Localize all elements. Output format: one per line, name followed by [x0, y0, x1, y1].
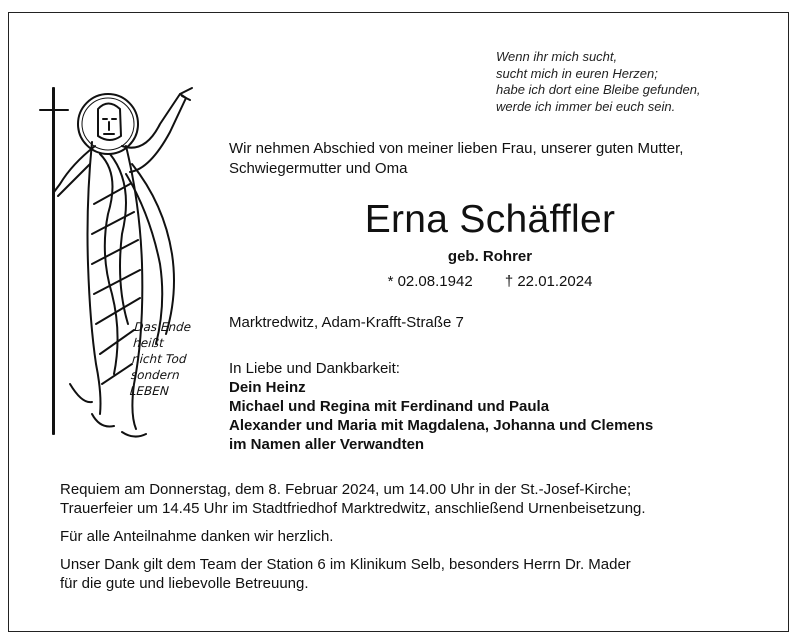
life-dates	[229, 273, 751, 290]
gratitude-line: für die gute und liebevolle Betreuung.	[60, 575, 309, 592]
mourners-heading: In Liebe und Dankbarkeit:	[229, 360, 400, 377]
mourner-line: im Namen aller Verwandten	[229, 436, 425, 453]
poem-line: Wenn ihr mich sucht,	[496, 49, 618, 64]
intro-line: Wir nehmen Abschied von meiner lieben Frau, unserer guten Mutter,	[229, 140, 684, 157]
birth-date: * 02.08.1942	[387, 273, 473, 290]
service-details	[60, 480, 760, 518]
service-line: Trauerfeier um 14.45 Uhr im Stadtfriedhof Marktredwitz, anschließend Urnenbeisetzung.	[60, 500, 646, 517]
mourner-line: Dein Heinz	[229, 379, 306, 396]
intro-line: Schwiegermutter und Oma	[229, 160, 408, 177]
gratitude-line: Unser Dank gilt dem Team der Station 6 im Klinikum Selb, besonders Herrn Dr. Mader	[60, 556, 631, 573]
poem-line: habe ich dort eine Bleibe gefunden,	[496, 82, 701, 98]
service-line: Requiem am Donnerstag, dem 8. Februar 2024, um 14.00 Uhr in der St.-Josef-Kirche;	[60, 481, 632, 498]
poem-line: sucht mich in euren Herzen;	[496, 65, 658, 81]
gratitude-text	[60, 555, 760, 593]
cross-staff-icon	[40, 88, 68, 434]
mourners	[229, 359, 653, 454]
maiden-name: geb. Rohrer	[447, 248, 533, 265]
service-info	[60, 480, 760, 602]
inscription-line: LEBEN	[129, 384, 170, 398]
inscription	[129, 319, 191, 399]
deceased-name: Erna Schäffler	[364, 198, 616, 241]
thanks-text: Für alle Anteilnahme danken wir herzlich.	[60, 528, 334, 545]
address: Marktredwitz, Adam-Krafft-Straße 7	[229, 314, 464, 331]
inscription-line: sondern	[130, 368, 181, 382]
mourner-line: Alexander und Maria mit Magdalena, Johanna und Clemens	[229, 417, 654, 434]
inscription-line: heißt	[132, 336, 165, 350]
mourner-line: Michael und Regina mit Ferdinand und Paula	[229, 398, 550, 415]
death-date: † 22.01.2024	[504, 273, 593, 290]
inscription-line: Das Ende	[133, 320, 192, 334]
poem	[496, 49, 701, 115]
inscription-line: nicht Tod	[131, 352, 187, 366]
poem-line: werde ich immer bei euch sein.	[496, 98, 676, 114]
intro-text	[229, 139, 749, 179]
